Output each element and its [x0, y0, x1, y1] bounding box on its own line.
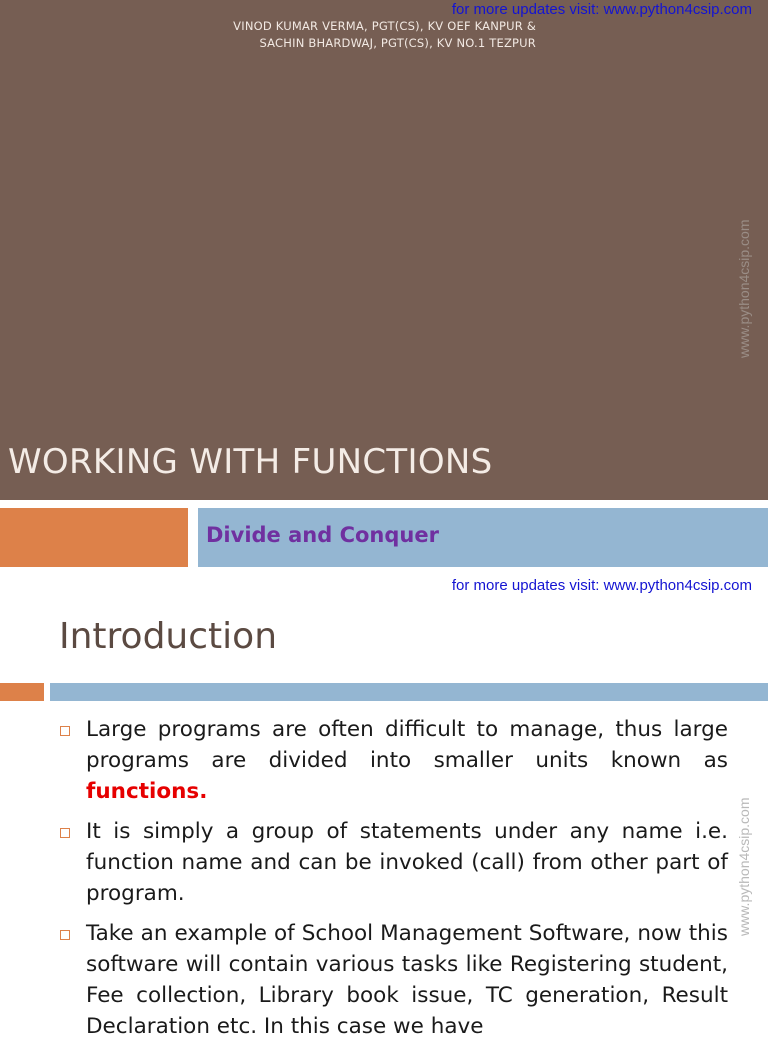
watermark-text: www.python4csip.com [736, 219, 752, 358]
bullet-item [58, 918, 728, 1042]
authors-line-1: VINOD KUMAR VERMA, PGT(CS), KV OEF KANPUR & [233, 19, 536, 33]
orange-accent-bar [0, 683, 44, 701]
bullet-item [58, 714, 728, 807]
watermark-text: www.python4csip.com [736, 797, 752, 936]
authors [0, 18, 536, 52]
square-bullet-icon [60, 726, 70, 736]
bullet-text: It is simply a group of statements under any name i.e. function name and can be invoked (call) from other part of program. [86, 819, 728, 906]
header-link[interactable]: for more updates visit: www.python4csip.com [451, 1, 752, 18]
square-bullet-icon [60, 828, 70, 838]
slide-subtitle: Divide and Conquer [206, 523, 439, 547]
square-bullet-icon [60, 930, 70, 940]
title-panel [0, 0, 768, 500]
bullet-list [58, 714, 728, 1051]
updates-link[interactable]: for more updates visit: www.python4csip.com [451, 577, 752, 594]
section-title: Introduction [59, 616, 278, 657]
bullet-text [86, 714, 728, 807]
highlight-term: functions. [86, 779, 208, 804]
bullet-text-body: Large programs are often difficult to manage, thus large programs are divided into smaller units known as [86, 717, 728, 773]
orange-accent-block [0, 508, 188, 567]
authors-line-2: SACHIN BHARDWAJ, PGT(CS), KV NO.1 TEZPUR [259, 36, 536, 50]
blue-divider-bar [50, 683, 768, 701]
slide-title: WORKING WITH FUNCTIONS [8, 442, 493, 482]
bullet-text: Take an example of School Management Software, now this software will contain various tasks like Registering student, Fee collection, Library book issue, TC generation, Result Declaration etc. In this case we have [86, 921, 728, 1039]
bullet-item [58, 816, 728, 909]
